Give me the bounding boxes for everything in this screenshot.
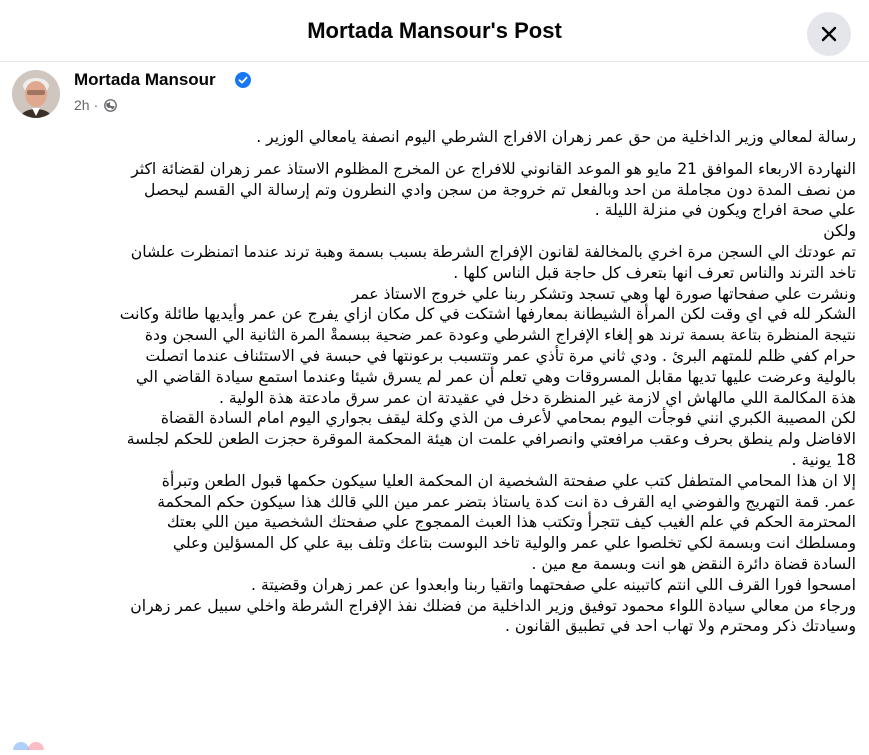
author-avatar[interactable] [12,70,60,118]
post-line: ولكن [823,222,856,241]
post-line: ومسلطك انت وبسمة لكي تخلصوا علي عمر والولية تاخد البوست بتاعك وتلف بية علي كل المسؤلين وعلي [172,534,856,553]
post-line: علي صحة افراج ويكون في منزلة الليلة . [594,201,856,220]
post-line: الشكر لله في اي وقت لكن المرأة الشيطانة بمعارفها اشتكت في كل مكان ازاي يفرج عن عمر وأيديها طائلة وكانت [119,305,856,324]
post-line: النهاردة الاربعاء الموافق 21 مايو هو الموعد القانوني للافراج عن المخرج المظلوم الاستاذ عمر زهران لقضائة اكثر [131,159,856,178]
post-line: الافاضل ولم ينطق بحرف وعقب مرافعتي وانصرافي علمت ان هيئة المحكمة الموقرة حجزت الطعن للحكم لجلسة [126,430,856,449]
post-line: من نصف المدة دون مجاملة من احد وبالفعل تم خروجة من سجن وادي النطرون وتم إرسالة الي القسم ليحصل [144,180,856,199]
post-author-row [12,70,852,120]
post-line: وسيادتك ذكر ومحترم ولا تهاب احد في تطبيق القانون . [504,617,856,636]
globe-icon[interactable] [104,99,117,112]
post-line: هذة المكالمة اللي مالهاش اي لازمة غير المنظرة دخل في عقيدتة ان عمر سرق مادعتة هذة الولية . [218,388,856,407]
post-timestamp[interactable]: 2h [74,97,90,113]
post-line: نتيجة المنظرة بتاعة بسمة ترند هو إلغاء الإفراج الشرطي وعودة عمر ضحية ببسمةْ المرة الثانية الي السجن ودة [144,326,856,345]
close-icon [819,24,839,44]
post-line: إلا ان هذا المحامي المتطفل كتب علي صفحتة الشخصية ان المحكمة العليا سيكون حكمها قبول الطعن وتبرأة [161,471,856,490]
post-line: حرام كفي ظلم للمتهم البرئ . ودي ثاني مرة تأذي عمر وتتسبب برعونتها في حبسة في الاستئناف عندما اتصلت [145,346,856,365]
dialog-title: Mortada Mansour's Post [307,18,562,43]
post-line: ورجاء من معالي سيادة اللواء محمود توفيق وزير الداخلية من فضلك نفذ الإفراج الشرطة واخلي سبيل عمر زهران [130,596,856,615]
post-line: تاخد الترند والناس تعرف انها بتعرف كل حاجة قبل الناس كلها . [453,263,856,282]
close-button[interactable] [807,12,851,56]
author-name[interactable]: Mortada Mansour [74,70,216,89]
post-line: بالولية وعرضت عليها تديها مقابل المسروقات وهي تعلم أن عمر لم يسرق شيئا وعندما استمع سيادة القاضي الي [135,367,856,386]
post-line: 18 يونية . [791,450,856,469]
verified-badge-icon [235,72,251,88]
post-line: المحترمة الحكم في علم الغيب كيف تتجرأ وتكتب هذا العبث الممجوج علي صفحتك الشخصية مين اللي بعتك [166,513,856,532]
post-line: تم عودتك الي السجن مرة اخري بالمخالفة لقانون الإفراج الشرطة بسبب بسمة وهبة ترند عندما اتمنظرت علشان [130,242,856,261]
post-line: امسحوا فورا القرف اللي انتم كاتبينه علي صفحتهما واتقيا ربنا وابعدوا عن عمر زهران وقضيتة . [251,575,856,594]
post-line: السادة قضاة دائرة النقض هو انت وبسمة مع مين . [531,554,856,573]
post-line: لكن المصيبة الكبري انني فوجأت اليوم بمحامي لأعرف من الذي وكلة ليقف بجواري اليوم امام السادة القضاة [160,409,856,428]
reactions-strip[interactable] [12,737,72,747]
post-line: عمر. قمة التهريج والفوضي ايه القرف دة انت كدة ياستاذ بتضر عمر مين اللي قالك هذا سيكون حكم المحكمة [157,492,856,511]
post-dialog-header [0,0,869,62]
post-line: ونشرت علي صفحاتها صورة لها وهي تسجد وتشكر ربنا علي خروج الاستاذ عمر [351,284,856,303]
post-meta [74,97,117,113]
post-line: رسالة لمعالي وزير الداخلية من حق عمر زهران الافراج الشرطي اليوم انصفة يامعالي الوزير . [256,128,856,146]
meta-separator: · [93,97,99,113]
post-text [14,127,856,637]
